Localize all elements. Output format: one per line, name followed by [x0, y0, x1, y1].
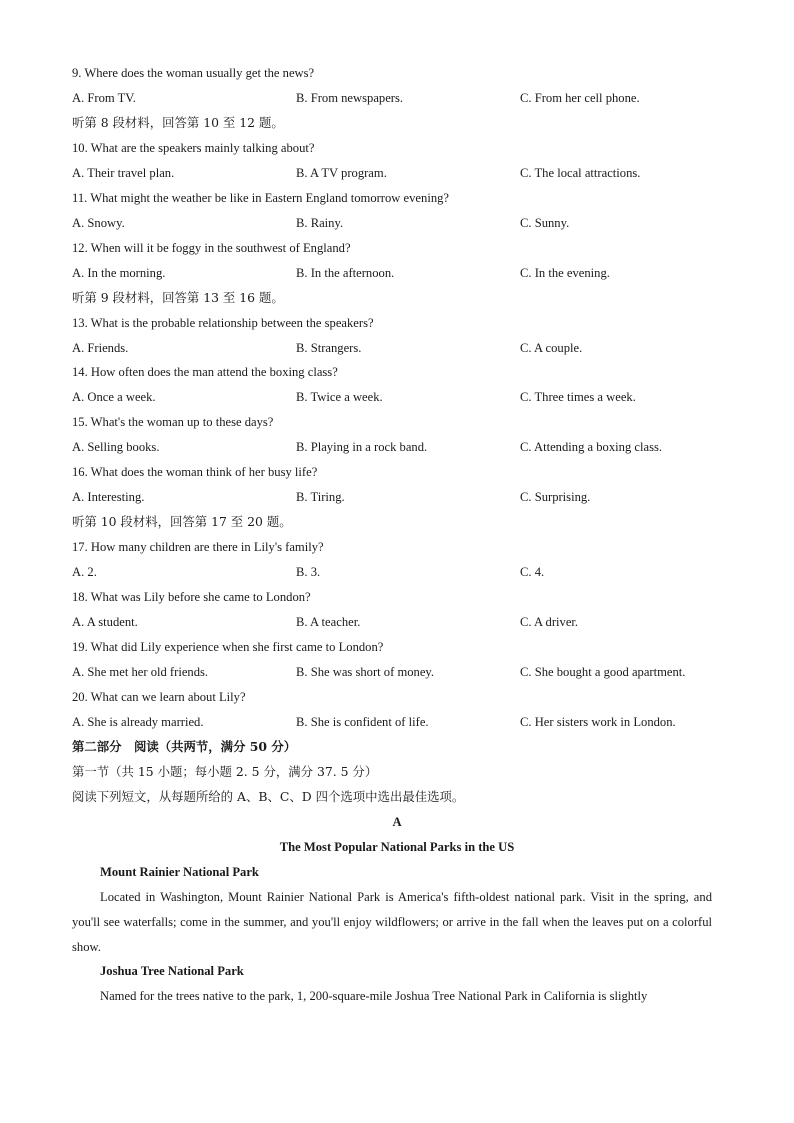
- q11-option-c: C. Sunny.: [520, 216, 570, 230]
- q20-option-c: C. Her sisters work in London.: [520, 715, 676, 729]
- q11-option-a: A. Snowy.: [72, 216, 125, 230]
- passage-letter: A: [392, 815, 402, 829]
- q19-option-b: B. She was short of money.: [296, 665, 435, 679]
- q18-option-a: A. A student.: [72, 615, 138, 629]
- q15-option-c: C. Attending a boxing class.: [520, 440, 663, 454]
- question-20: 20. What can we learn about Lily?: [72, 690, 246, 704]
- q16-option-a: A. Interesting.: [72, 490, 145, 504]
- q13-option-b: B. Strangers.: [296, 341, 362, 355]
- q15-option-a: A. Selling books.: [72, 440, 160, 454]
- q12-option-c: C. In the evening.: [520, 266, 610, 280]
- q13-option-c: C. A couple.: [520, 341, 583, 355]
- instruction-segment-9: 听第 9 段材料，回答第 13 至 16 题。: [72, 290, 284, 305]
- q18-option-c: C. A driver.: [520, 615, 579, 629]
- question-11: 11. What might the weather be like in Eastern England tomorrow evening?: [72, 191, 450, 205]
- q15-option-b: B. Playing in a rock band.: [296, 440, 428, 454]
- question-10: 10. What are the speakers mainly talking about?: [72, 141, 315, 155]
- q9-option-a: A. From TV.: [72, 91, 136, 105]
- instruction-segment-8: 听第 8 段材料，回答第 10 至 12 题。: [72, 115, 284, 130]
- q17-option-b: B. 3.: [296, 565, 321, 579]
- section1-heading: 第一节（共 15 小题；每小题 2. 5 分，满分 37. 5 分）: [72, 764, 378, 779]
- question-9: 9. Where does the woman usually get the news?: [72, 66, 315, 80]
- q19-option-a: A. She met her old friends.: [72, 665, 209, 679]
- park1-paragraph: Located in Washington, Mount Rainier National Park is America's fifth-oldest national park. Visit in the spring, and you'll see waterfalls; come in the summer, and you'll enjoy wildflowers; or arrive in the fall when the leaves put on a colorful show.: [72, 890, 712, 954]
- question-17: 17. How many children are there in Lily's family?: [72, 540, 324, 554]
- q11-option-b: B. Rainy.: [296, 216, 344, 230]
- q20-option-a: A. She is already married.: [72, 715, 204, 729]
- q14-option-c: C. Three times a week.: [520, 390, 636, 404]
- instruction-segment-10: 听第 10 段材料，回答第 17 至 20 题。: [72, 514, 292, 529]
- park2-heading: Joshua Tree National Park: [100, 964, 244, 978]
- q9-option-b: B. From newspapers.: [296, 91, 404, 105]
- q10-option-a: A. Their travel plan.: [72, 166, 175, 180]
- park2-paragraph: Named for the trees native to the park, 1, 200-square-mile Joshua Tree National Park in California is slightly: [100, 989, 648, 1003]
- part2-title: 第二部分 阅读（共两节，满分 50 分）: [72, 739, 297, 754]
- passage-title: The Most Popular National Parks in the US: [279, 840, 515, 854]
- q9-option-c: C. From her cell phone.: [520, 91, 640, 105]
- q14-option-a: A. Once a week.: [72, 390, 156, 404]
- q16-option-c: C. Surprising.: [520, 490, 591, 504]
- question-15: 15. What's the woman up to these days?: [72, 415, 274, 429]
- q13-option-a: A. Friends.: [72, 341, 129, 355]
- q17-option-c: C. 4.: [520, 565, 545, 579]
- q14-option-b: B. Twice a week.: [296, 390, 383, 404]
- q16-option-b: B. Tiring.: [296, 490, 345, 504]
- q10-option-b: B. A TV program.: [296, 166, 387, 180]
- q19-option-c: C. She bought a good apartment.: [520, 665, 686, 679]
- q12-option-a: A. In the morning.: [72, 266, 166, 280]
- q10-option-c: C. The local attractions.: [520, 166, 641, 180]
- question-14: 14. How often does the man attend the boxing class?: [72, 365, 338, 379]
- park1-heading: Mount Rainier National Park: [100, 865, 259, 879]
- question-16: 16. What does the woman think of her busy life?: [72, 465, 318, 479]
- question-18: 18. What was Lily before she came to London?: [72, 590, 311, 604]
- q17-option-a: A. 2.: [72, 565, 97, 579]
- q20-option-b: B. She is confident of life.: [296, 715, 429, 729]
- reading-directions: 阅读下列短文，从每题所给的 A、B、C、D 四个选项中选出最佳选项。: [72, 789, 465, 804]
- q12-option-b: B. In the afternoon.: [296, 266, 395, 280]
- question-12: 12. When will it be foggy in the southwest of England?: [72, 241, 351, 255]
- question-19: 19. What did Lily experience when she first came to London?: [72, 640, 384, 654]
- question-13: 13. What is the probable relationship between the speakers?: [72, 316, 374, 330]
- q18-option-b: B. A teacher.: [296, 615, 361, 629]
